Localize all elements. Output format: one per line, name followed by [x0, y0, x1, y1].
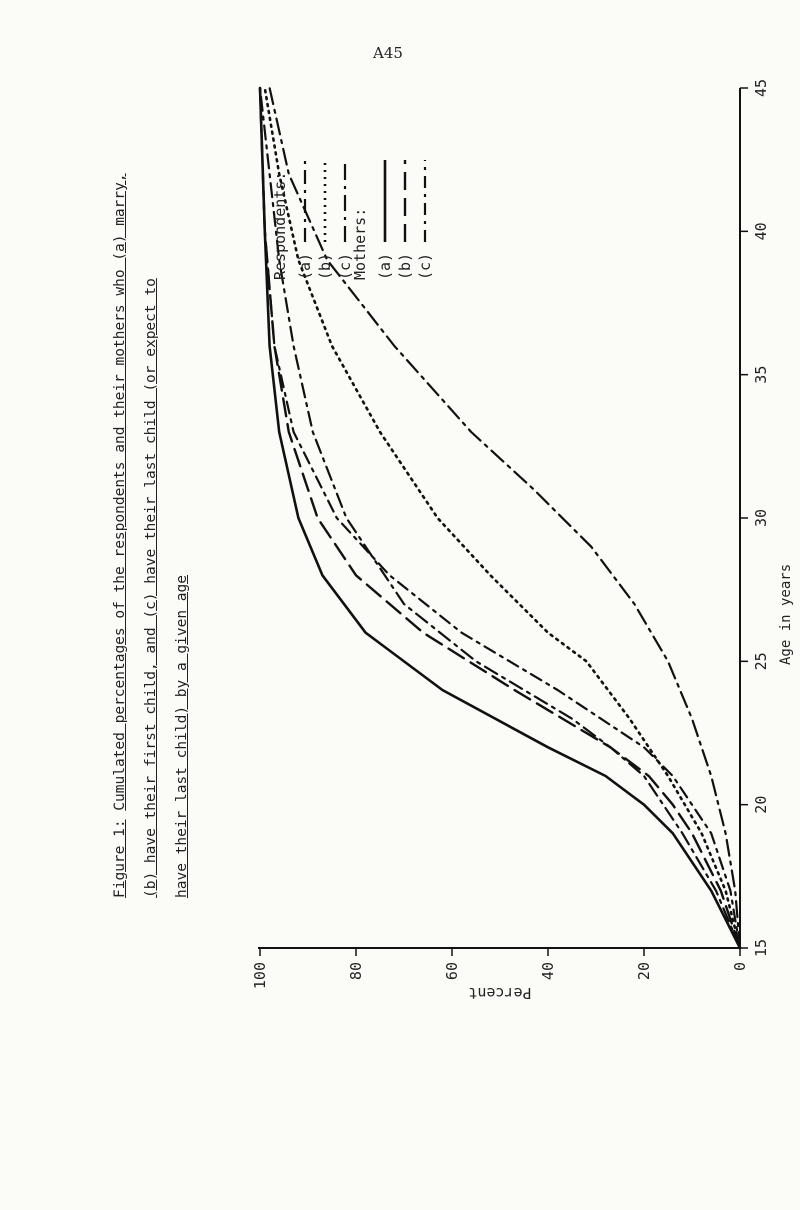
y-tick-label: 60 — [443, 962, 461, 981]
caption-text-2: (b) have their first child, and (c) have their last child (or expect to — [143, 278, 159, 898]
x-tick-label: 35 — [752, 365, 770, 384]
series-line-respondents-a — [260, 88, 740, 948]
y-tick-label: 100 — [251, 962, 269, 990]
x-tick-label: 45 — [752, 78, 770, 98]
series-line-mothers-c — [260, 88, 740, 948]
legend-entry-label: (b) — [316, 252, 334, 280]
legend-title: Mothers: — [351, 207, 369, 280]
y-axis-title: Percent — [468, 984, 532, 1002]
x-tick-label: 25 — [752, 652, 770, 671]
series-line-respondents-c — [270, 88, 740, 948]
x-tick-label: 20 — [752, 795, 770, 814]
series-line-mothers-b — [260, 88, 740, 948]
legend-entry-label: (b) — [396, 252, 414, 280]
x-tick-label: 15 — [752, 938, 770, 958]
figure-label: Figure 1: — [112, 819, 128, 898]
y-tick-label: 80 — [347, 962, 365, 981]
y-tick-label: 0 — [731, 962, 749, 972]
x-tick-label: 40 — [752, 222, 770, 241]
legend-entry-label: (c) — [336, 252, 354, 280]
legend-entry-label: (a) — [296, 252, 314, 280]
caption-text-3: have their last child) by a given age — [174, 574, 190, 898]
legend-entry-label: (c) — [416, 252, 434, 280]
series-line-mothers-a — [260, 88, 740, 948]
x-tick-label: 30 — [752, 508, 770, 528]
y-tick-label: 20 — [635, 962, 653, 981]
page-number: A45 — [373, 44, 403, 62]
x-axis-title: Age in years — [778, 563, 794, 665]
y-tick-label: 40 — [539, 962, 557, 981]
legend-title: Respondents: — [271, 171, 289, 280]
caption-text-1: Cumulated percentages of the respondents and their mothers who (a) marry, — [112, 173, 128, 811]
legend-entry-label: (a) — [376, 252, 394, 280]
